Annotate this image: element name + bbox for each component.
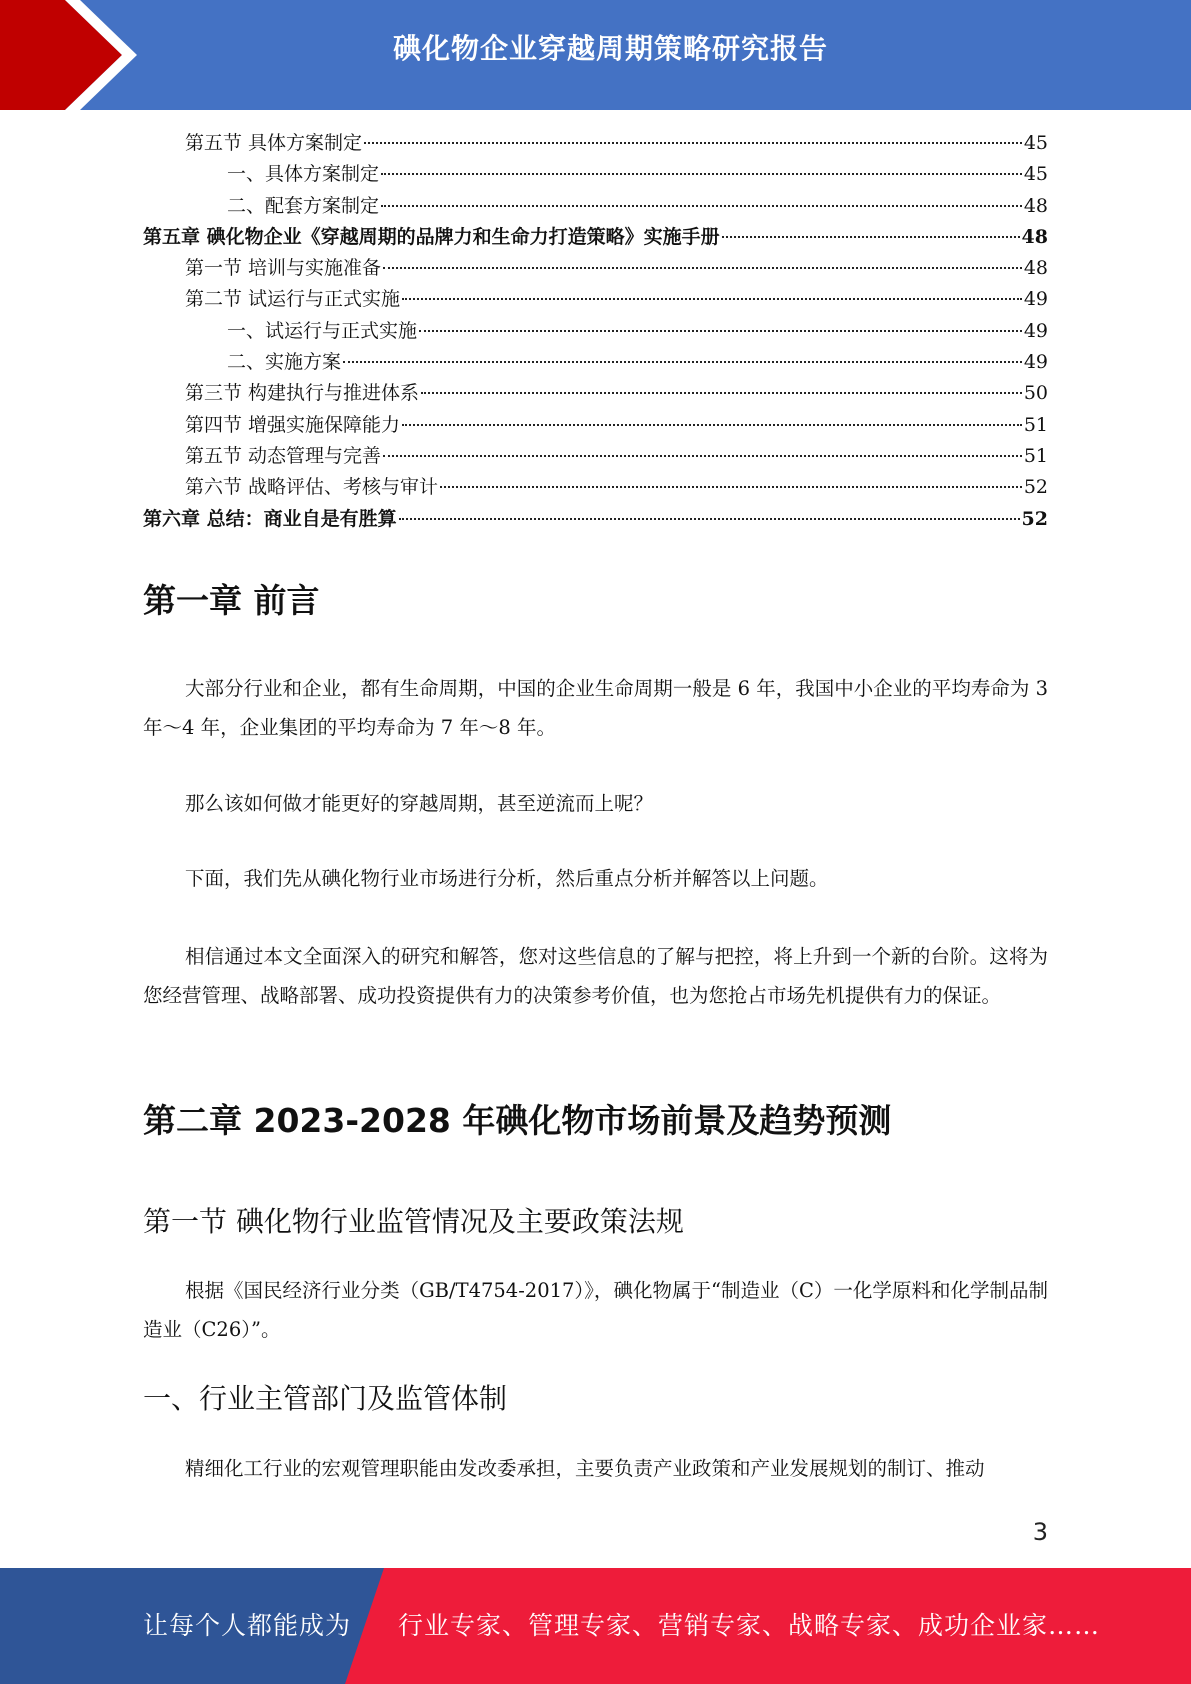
toc-dot-leader [440, 486, 1022, 488]
footer-slogan-right: 行业专家、管理专家、营销专家、战略专家、成功企业家…… [398, 1611, 1101, 1640]
page-footer [0, 1568, 1191, 1684]
toc-entry[interactable] [143, 347, 1048, 378]
toc-entry-page: 48 [1023, 194, 1048, 217]
paragraph-value: 相信通过本文全面深入的研究和解答，您对这些信息的了解与把控，将上升到一个新的台阶。这将为您经营管理、战略部署、成功投资提供有力的决策参考价值，也为您抢占市场先机提供有力的保证。 [143, 945, 1048, 1007]
toc-dot-leader [381, 173, 1022, 175]
paragraph-classification: 根据《国民经济行业分类（GB/T4754-2017）》，碘化物属于“制造业（C）一化学原料和化学制品制造业（C26）”。 [143, 1279, 1048, 1341]
section-1-heading: 第一节 碘化物行业监管情况及主要政策法规 [143, 1205, 684, 1238]
toc-entry-title: 第五章 碘化物企业《穿越周期的品牌力和生命力打造策略》实施手册 [143, 225, 720, 248]
toc-entry-title: 第三节 构建执行与推进体系 [185, 382, 420, 405]
toc-entry[interactable] [143, 128, 1048, 159]
toc-entry-title: 二、配套方案制定 [227, 194, 380, 217]
toc-entry-title: 第一节 培训与实施准备 [185, 257, 382, 280]
toc-dot-leader [364, 142, 1022, 144]
toc-entry-page: 48 [1023, 257, 1048, 280]
footer-slogan-left: 让每个人都能成为 [143, 1611, 352, 1640]
toc-entry[interactable] [143, 222, 1048, 253]
toc-entry-title: 第二节 试运行与正式实施 [185, 288, 401, 311]
table-of-contents [143, 128, 1048, 535]
paragraph-analysis: 下面，我们先从碘化物行业市场进行分析，然后重点分析并解答以上问题。 [185, 867, 829, 890]
toc-dot-leader [343, 361, 1022, 363]
toc-entry[interactable] [143, 472, 1048, 503]
toc-entry[interactable] [143, 316, 1048, 347]
paragraph-lifecycle: 大部分行业和企业，都有生命周期，中国的企业生命周期一般是 6 年，我国中小企业的平均寿命为 3 年～4 年，企业集团的平均寿命为 7 年～8 年。 [143, 677, 1048, 739]
toc-entry-page: 49 [1023, 351, 1048, 374]
toc-entry[interactable] [143, 253, 1048, 284]
page-header [0, 0, 1191, 110]
toc-entry-page: 48 [1021, 225, 1048, 248]
chapter-2-heading: 第二章 2023-2028 年碘化物市场前景及趋势预测 [143, 1101, 892, 1140]
toc-entry-title: 第五节 具体方案制定 [185, 132, 363, 154]
toc-entry-title: 一、试运行与正式实施 [227, 319, 418, 342]
toc-entry[interactable] [143, 410, 1048, 441]
toc-entry-title: 第五节 动态管理与完善 [185, 444, 382, 467]
toc-entry-page: 50 [1023, 382, 1048, 405]
toc-entry[interactable] [143, 284, 1048, 315]
page-number: 3 [1032, 1518, 1048, 1546]
toc-entry-page: 51 [1023, 444, 1048, 467]
toc-dot-leader [381, 205, 1022, 207]
toc-dot-leader [383, 455, 1022, 457]
paragraph-regulation: 精细化工行业的宏观管理职能由发改委承担，主要负责产业政策和产业发展规划的制订、推动 [185, 1457, 985, 1480]
toc-entry[interactable] [143, 441, 1048, 472]
toc-entry-title: 二、实施方案 [227, 351, 342, 374]
chapter-1-heading: 第一章 前言 [143, 581, 320, 620]
toc-entry-title: 第六章 总结：商业自是有胜算 [143, 507, 397, 530]
toc-dot-leader [722, 236, 1020, 238]
toc-entry-page: 49 [1023, 288, 1048, 311]
toc-dot-leader [399, 518, 1020, 520]
toc-dot-leader [419, 330, 1022, 332]
paragraph-question: 那么该如何做才能更好的穿越周期，甚至逆流而上呢？ [185, 792, 654, 815]
toc-entry-page: 49 [1023, 319, 1048, 342]
toc-entry-page: 52 [1023, 476, 1048, 499]
toc-entry[interactable] [143, 378, 1048, 409]
toc-dot-leader [402, 298, 1022, 300]
subsection-1-heading: 一、行业主管部门及监管体制 [143, 1382, 508, 1415]
toc-dot-leader [421, 392, 1022, 394]
toc-entry[interactable] [143, 504, 1048, 535]
toc-entry-page: 45 [1023, 132, 1048, 154]
toc-entry-page: 52 [1021, 507, 1048, 530]
toc-entry-page: 45 [1023, 163, 1048, 186]
toc-entry-title: 第六节 战略评估、考核与审计 [185, 476, 439, 499]
toc-dot-leader [383, 267, 1022, 269]
toc-entry-title: 第四节 增强实施保障能力 [185, 413, 401, 436]
toc-entry-page: 51 [1023, 413, 1048, 436]
report-title: 碘化物企业穿越周期策略研究报告 [392, 32, 828, 65]
toc-dot-leader [402, 424, 1022, 426]
toc-entry[interactable] [143, 159, 1048, 190]
toc-entry-title: 一、具体方案制定 [227, 163, 380, 186]
toc-entry[interactable] [143, 191, 1048, 222]
